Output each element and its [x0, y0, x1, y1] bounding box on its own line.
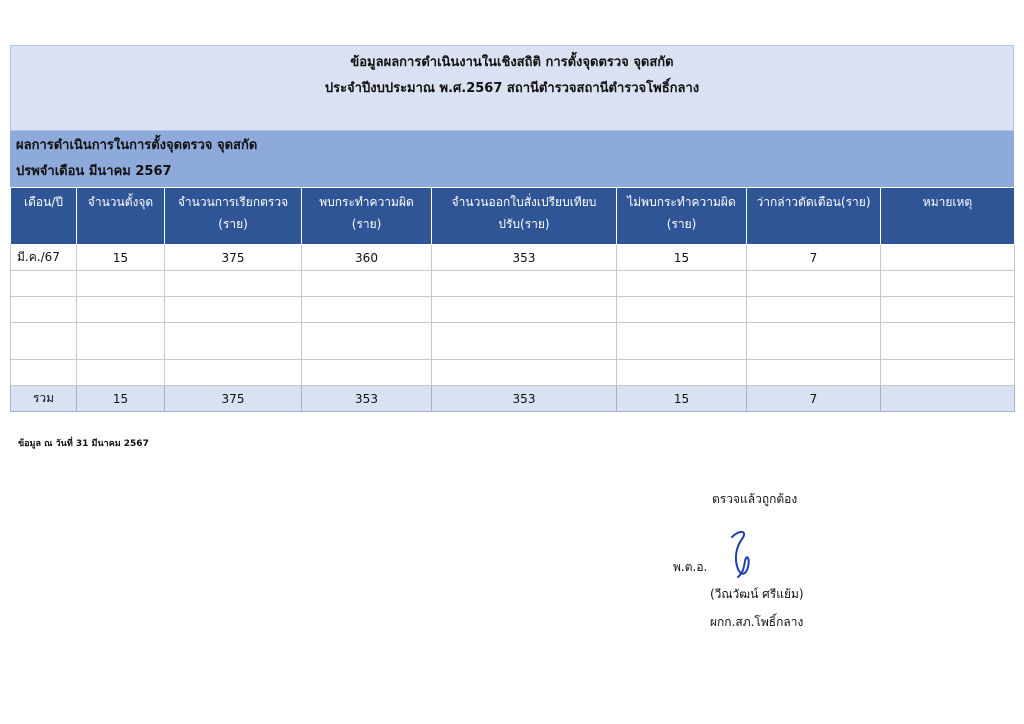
- section-month: ปรพจำเดือน มีนาคม 2567: [16, 164, 172, 179]
- table-row: [11, 360, 1015, 386]
- handwritten-signature: [726, 525, 766, 580]
- table-cell: [77, 323, 165, 360]
- total-cell: [881, 386, 1015, 412]
- table-total-row: [11, 386, 1015, 412]
- table-cell: มี.ค./67: [11, 245, 77, 271]
- report-sheet: [10, 45, 1014, 412]
- table-cell: [617, 360, 747, 386]
- section-title: ผลการดำเนินการในการตั้งจุดตรวจ จุดสกัด: [16, 138, 258, 153]
- column-header: [881, 188, 1015, 245]
- table-cell: 7: [747, 245, 881, 271]
- total-cell: 7: [747, 386, 881, 412]
- column-header-line1: หมายเหตุ: [922, 195, 973, 209]
- table-cell: 375: [165, 245, 302, 271]
- column-header-line2: (ราย): [666, 217, 697, 231]
- table-row: [11, 271, 1015, 297]
- column-header: [77, 188, 165, 245]
- table-cell: [881, 245, 1015, 271]
- total-cell: 15: [77, 386, 165, 412]
- column-header: [617, 188, 747, 245]
- table-cell: [617, 323, 747, 360]
- column-header-line2: ปรับ(ราย): [498, 217, 550, 231]
- section-header: [10, 131, 1014, 187]
- column-header-line2: (ราย): [218, 217, 248, 231]
- table-cell: [165, 297, 302, 323]
- table-cell: [165, 271, 302, 297]
- table-cell: [165, 323, 302, 360]
- table-row: [11, 323, 1015, 360]
- table-cell: [432, 271, 617, 297]
- table-cell: [747, 360, 881, 386]
- column-header: [11, 188, 77, 245]
- table-cell: [881, 323, 1015, 360]
- column-header-line1: พบกระทำความผิด: [319, 195, 414, 209]
- table-cell: [747, 323, 881, 360]
- column-header-line2: (ราย): [351, 217, 382, 231]
- table-cell: [77, 360, 165, 386]
- table-cell: [302, 271, 432, 297]
- report-title: ข้อมูลผลการดำเนินงานในเชิงสถิติ การตั้งจุดตรวจ จุดสกัด: [350, 55, 674, 70]
- column-header-line1: ไม่พบกระทำความผิด: [627, 195, 736, 209]
- column-header-line1: เดือน/ปี: [24, 195, 63, 209]
- data-as-of-note: ข้อมูล ณ วันที่ 31 มีนาคม 2567: [18, 439, 149, 449]
- table-cell: [747, 271, 881, 297]
- table-cell: [747, 297, 881, 323]
- column-header: [747, 188, 881, 245]
- table-cell: [77, 271, 165, 297]
- table-cell: [432, 297, 617, 323]
- column-header: [165, 188, 302, 245]
- report-title-block: [10, 45, 1014, 131]
- total-cell: 353: [302, 386, 432, 412]
- table-cell: 15: [77, 245, 165, 271]
- table-cell: [11, 297, 77, 323]
- column-header-line1: จำนวนตั้งจุด: [87, 195, 154, 209]
- table-cell: 353: [432, 245, 617, 271]
- table-row: [11, 297, 1015, 323]
- table-cell: [617, 271, 747, 297]
- signer-rank: พ.ต.อ.: [673, 560, 708, 574]
- total-cell: 353: [432, 386, 617, 412]
- table-cell: [432, 360, 617, 386]
- table-cell: [432, 323, 617, 360]
- table-cell: [302, 323, 432, 360]
- table-cell: [11, 323, 77, 360]
- table-cell: [881, 297, 1015, 323]
- table-cell: [302, 297, 432, 323]
- table-row: [11, 245, 1015, 271]
- column-header-line1: จำนวนออกใบสั่งเปรียบเทียบ: [451, 195, 597, 209]
- table-cell: [165, 360, 302, 386]
- signer-position: ผกก.สภ.โพธิ์กลาง: [710, 615, 804, 629]
- table-cell: [11, 360, 77, 386]
- column-header-line1: จำนวนการเรียกตรวจ: [177, 195, 289, 209]
- total-cell: 375: [165, 386, 302, 412]
- table-cell: [302, 360, 432, 386]
- table-cell: [617, 297, 747, 323]
- report-subtitle: ประจำปีงบประมาณ พ.ศ.2567 สถานีตำรวจสถานีตำรวจโพธิ์กลาง: [324, 81, 700, 96]
- column-header-line1: ว่ากล่าวตัดเตือน(ราย): [756, 195, 871, 209]
- table-cell: 15: [617, 245, 747, 271]
- table-cell: [11, 271, 77, 297]
- table-header-row: [11, 188, 1015, 245]
- table-cell: [77, 297, 165, 323]
- signer-name: (วีณวัฒน์ ศรีแย้ม): [710, 587, 804, 601]
- results-table: [10, 187, 1015, 412]
- verified-label: ตรวจแล้วถูกต้อง: [712, 492, 798, 506]
- column-header: [432, 188, 617, 245]
- column-header: [302, 188, 432, 245]
- table-cell: [881, 360, 1015, 386]
- total-cell: 15: [617, 386, 747, 412]
- table-cell: 360: [302, 245, 432, 271]
- table-cell: [881, 271, 1015, 297]
- total-cell: รวม: [11, 386, 77, 412]
